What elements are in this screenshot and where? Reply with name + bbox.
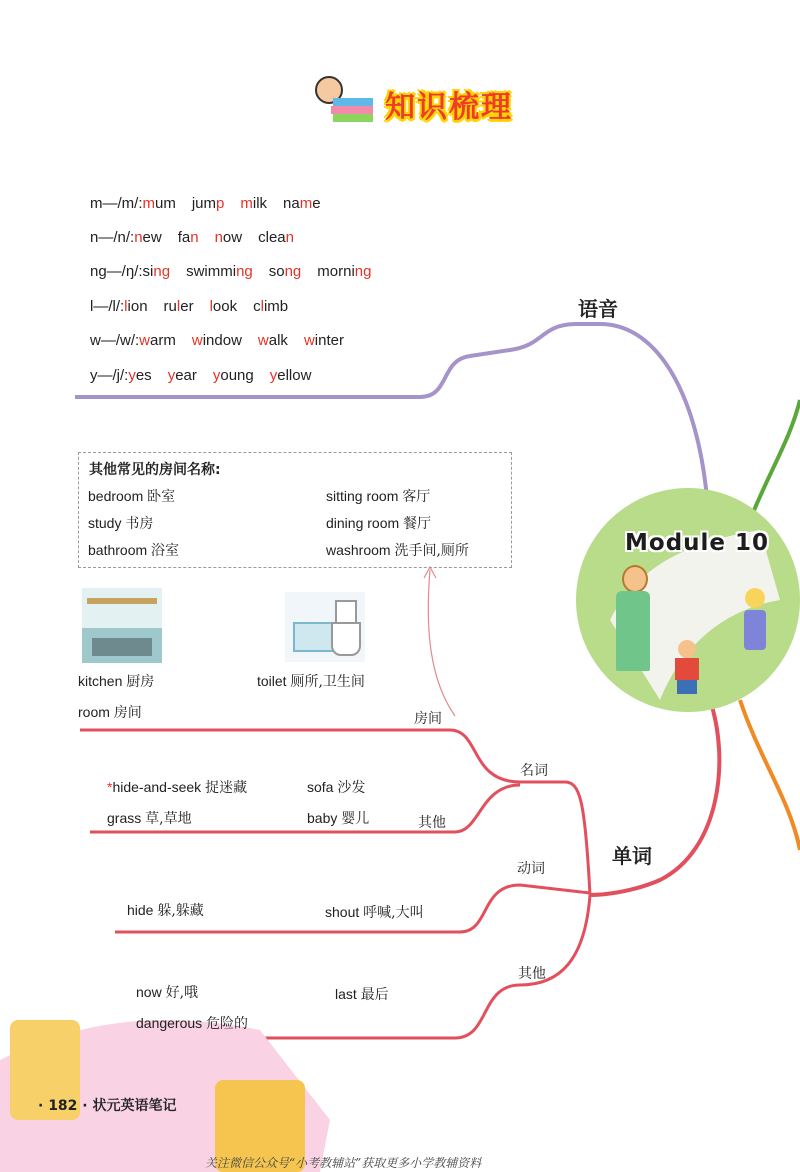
other-en: last bbox=[335, 986, 357, 1002]
other-en: dangerous bbox=[136, 1015, 203, 1031]
verb-en: shout bbox=[325, 904, 360, 920]
room-item-zh: 洗手间,厕所 bbox=[394, 543, 469, 559]
other-last bbox=[335, 984, 389, 1004]
phonics-word: milk bbox=[240, 195, 268, 212]
phonics-word: mum bbox=[142, 195, 176, 212]
noun-en: grass bbox=[107, 810, 142, 826]
verb-zh: 呼喊,大叫 bbox=[363, 905, 424, 921]
room-item-zh: 餐厅 bbox=[403, 516, 432, 532]
noun-grass bbox=[107, 808, 192, 828]
toilet-word bbox=[257, 671, 365, 691]
room-item bbox=[88, 513, 153, 533]
rooms-label: 房间 bbox=[414, 711, 442, 727]
phonics-word: new bbox=[134, 229, 162, 246]
room-en: room bbox=[78, 704, 110, 720]
phonics-word: fan bbox=[177, 229, 199, 246]
other-now bbox=[136, 982, 198, 1002]
phonics-prefix: m—/m/: bbox=[90, 195, 143, 212]
phonics-word: look bbox=[209, 298, 238, 315]
room-item-en: dining room bbox=[326, 515, 404, 531]
girl-figure bbox=[740, 588, 770, 658]
phonics-prefix: y—/j/: bbox=[90, 367, 129, 384]
phonics-word: now bbox=[214, 229, 243, 246]
verb-zh: 躲,躲藏 bbox=[157, 903, 204, 919]
phonics-label: 语音 bbox=[578, 297, 618, 321]
footer-note: 关注微信公众号“小考教辅站”获取更多小学教辅资料 bbox=[205, 1156, 482, 1170]
phonics-prefix: w—/w/: bbox=[90, 332, 140, 349]
phonics-word: young bbox=[212, 367, 254, 384]
room-item-zh: 浴室 bbox=[151, 543, 180, 559]
noun-zh: 沙发 bbox=[337, 780, 366, 796]
phonics-word: song bbox=[268, 263, 302, 280]
other-zh: 好,哦 bbox=[165, 985, 199, 1001]
phonics-line bbox=[90, 229, 310, 246]
phonics-prefix: n—/n/: bbox=[90, 229, 135, 246]
phonics-word: sing bbox=[142, 263, 171, 280]
kitchen-word bbox=[78, 671, 154, 691]
noun-en: baby bbox=[307, 810, 338, 826]
noun-zh: 捉迷藏 bbox=[205, 780, 248, 796]
room-item bbox=[88, 540, 179, 560]
rooms-box-title: 其他常见的房间名称: bbox=[89, 462, 221, 478]
phonics-line bbox=[90, 195, 337, 212]
phonics-word: walk bbox=[257, 332, 288, 349]
room-item-zh: 书房 bbox=[125, 516, 154, 532]
other-zh: 最后 bbox=[360, 987, 389, 1003]
phonics-word: ruler bbox=[163, 298, 194, 315]
kitchen-zh: 厨房 bbox=[126, 674, 155, 690]
teacher-figure bbox=[612, 565, 652, 675]
phonics-word: yellow bbox=[269, 367, 312, 384]
phonics-word: climb bbox=[253, 298, 289, 315]
toilet-en: toilet bbox=[257, 673, 287, 689]
star-mark: * bbox=[107, 779, 113, 795]
phonics-line bbox=[90, 332, 360, 349]
phonics-line bbox=[90, 367, 327, 384]
words-label: 单词 bbox=[612, 844, 652, 868]
phonics-word: year bbox=[167, 367, 197, 384]
phonics-word: warm bbox=[139, 332, 176, 349]
room-word bbox=[78, 702, 142, 722]
verb-en: hide bbox=[127, 902, 154, 918]
room-item bbox=[326, 513, 431, 533]
boy-figure bbox=[672, 640, 702, 695]
noun-sofa bbox=[307, 777, 365, 797]
verb-shout bbox=[325, 902, 424, 922]
module-title: Module 10 bbox=[625, 530, 770, 556]
room-item-en: bathroom bbox=[88, 542, 152, 558]
other-en: now bbox=[136, 984, 162, 1000]
phonics-word: winter bbox=[303, 332, 344, 349]
room-item-en: bedroom bbox=[88, 488, 148, 504]
nouns-other-label: 其他 bbox=[418, 815, 446, 831]
room-item bbox=[326, 486, 430, 506]
room-item-en: sitting room bbox=[326, 488, 403, 504]
kitchen-image bbox=[82, 588, 162, 663]
header-books-icon bbox=[315, 76, 375, 126]
room-item-zh: 卧室 bbox=[147, 489, 176, 505]
other-dangerous bbox=[136, 1013, 248, 1033]
room-item bbox=[88, 486, 175, 506]
kitchen-en: kitchen bbox=[78, 673, 123, 689]
phonics-line bbox=[90, 263, 387, 280]
noun-baby bbox=[307, 808, 369, 828]
phonics-word: clean bbox=[258, 229, 294, 246]
phonics-word: name bbox=[283, 195, 321, 212]
phonics-prefix: l—/l/: bbox=[90, 298, 125, 315]
other-zh: 危险的 bbox=[206, 1016, 249, 1032]
others-label: 其他 bbox=[518, 966, 546, 982]
noun-hide-and-seek bbox=[107, 777, 247, 797]
noun-en: sofa bbox=[307, 779, 334, 795]
nouns-label: 名词 bbox=[520, 763, 548, 779]
noun-zh: 草,草地 bbox=[145, 811, 192, 827]
room-item-en: washroom bbox=[326, 542, 395, 558]
page-title: 知识梳理 bbox=[385, 90, 513, 125]
verb-hide bbox=[127, 900, 204, 920]
phonics-prefix: ng—/ŋ/: bbox=[90, 263, 143, 280]
verbs-label: 动词 bbox=[517, 861, 545, 877]
room-item bbox=[326, 540, 469, 560]
noun-en: hide-and-seek bbox=[112, 779, 202, 795]
phonics-word: swimming bbox=[186, 263, 253, 280]
toilet-zh: 厕所,卫生间 bbox=[290, 674, 365, 690]
toilet-image bbox=[285, 592, 365, 662]
phonics-word: jump bbox=[191, 195, 225, 212]
room-item-en: study bbox=[88, 515, 126, 531]
room-item-zh: 客厅 bbox=[402, 489, 431, 505]
room-zh: 房间 bbox=[113, 705, 142, 721]
phonics-line bbox=[90, 298, 304, 315]
phonics-word: yes bbox=[128, 367, 152, 384]
phonics-word: lion bbox=[124, 298, 148, 315]
noun-zh: 婴儿 bbox=[341, 811, 370, 827]
phonics-word: morning bbox=[317, 263, 372, 280]
phonics-word: window bbox=[191, 332, 242, 349]
page-number: · 182 · 状元英语笔记 bbox=[38, 1098, 177, 1114]
